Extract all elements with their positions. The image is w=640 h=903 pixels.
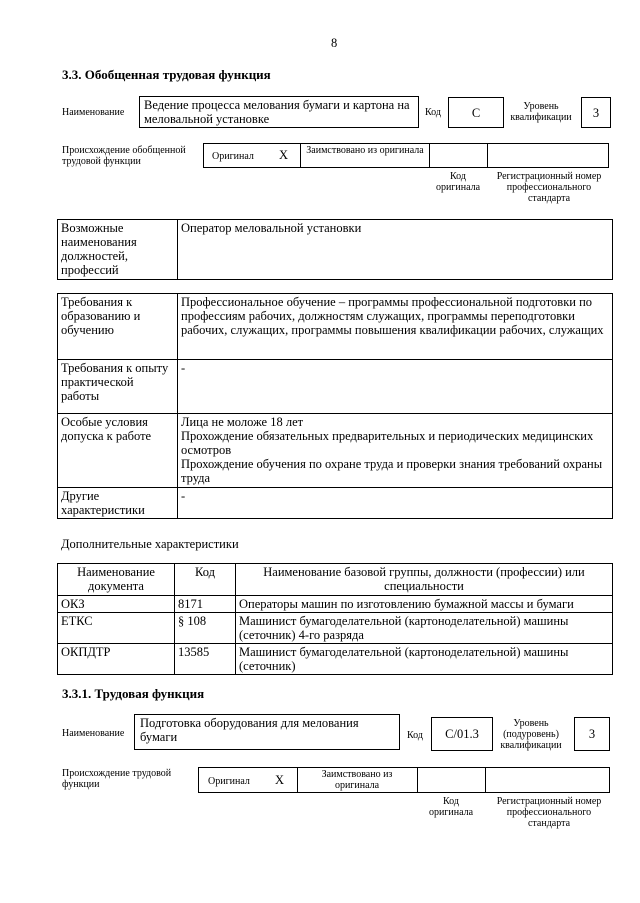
header-code: Код (175, 564, 236, 596)
table-cell: ЕТКС (58, 613, 175, 644)
table-cell: ОКПДТР (58, 644, 175, 675)
req-conditions-value (178, 414, 613, 488)
req-other-label: Другие характеристики (58, 488, 178, 519)
function-name-box-2 (134, 714, 400, 750)
req-education-value: Профессиональное обучение – программы профессиональной подготовки по профессиям рабочих, должностям служащих, программы переподготовки рабочих, служащих, программы повышения квалификации рабочих, служащих (178, 294, 613, 360)
name-label-2: Наименование (62, 728, 125, 739)
additional-title: Дополнительные характеристики (61, 537, 239, 551)
code-value-2: C/01.3 (445, 727, 479, 741)
table-cell: Операторы машин по изготовлению бумажной массы и бумаги (236, 596, 613, 613)
req-experience-label: Требования к опыту практической работы (58, 360, 178, 414)
level-label-2: Уровень (подуровень) квалификации (500, 718, 562, 751)
code-label: Код (425, 107, 441, 118)
table-cell: ОКЗ (58, 596, 175, 613)
code-value: C (471, 106, 481, 120)
original-label: Оригинал (212, 151, 254, 162)
req-experience-value: - (178, 360, 613, 414)
level-box (581, 97, 611, 128)
level-box-2 (574, 717, 610, 751)
level-value-2: 3 (588, 727, 596, 741)
code-label-2: Код (407, 730, 423, 741)
condition-line: Прохождение обучения по охране труда и проверки знания требований охраны труда (181, 457, 603, 485)
req-education-label: Требования к образованию и обучению (58, 294, 178, 360)
function-name-box (139, 96, 419, 128)
origin-code-caption: Код оригинала (435, 171, 481, 193)
positions-label: Возможные наименования должностей, профессий (58, 220, 178, 280)
header-document: Наименование документа (58, 564, 175, 596)
reg-number-caption-2: Регистрационный номер профессионального стандарта (496, 796, 602, 829)
req-conditions-label: Особые условия допуска к работе (58, 414, 178, 488)
original-label-2: Оригинал (208, 776, 250, 787)
table-cell: Машинист бумагоделательной (картоноделательной) машины (сеточник) 4-го разряда (236, 613, 613, 644)
positions-table (57, 219, 613, 280)
level-value: 3 (592, 106, 600, 120)
borrowed-label-2: Заимствовано из оригинала (321, 769, 393, 791)
table-cell: § 108 (175, 613, 236, 644)
additional-table (57, 563, 613, 675)
origin-label-2: Происхождение трудовой функции (62, 768, 172, 790)
requirements-table (57, 293, 613, 519)
borrowed-label: Заимствовано из оригинала (306, 145, 424, 156)
condition-line: Лица не моложе 18 лет (181, 415, 304, 429)
level-label: Уровень квалификации (510, 101, 572, 123)
origin-code-caption-2: Код оригинала (428, 796, 474, 818)
code-box (448, 97, 504, 128)
table-cell: Машинист бумагоделательной (картоноделательной) машины (сеточник) (236, 644, 613, 675)
original-mark-2: X (275, 773, 285, 787)
table-cell: 8171 (175, 596, 236, 613)
function-name-value: Ведение процесса мелования бумаги и картона на меловальной установке (144, 98, 410, 126)
req-other-value: - (178, 488, 613, 519)
positions-value: Оператор меловальной установки (178, 220, 613, 280)
header-group: Наименование базовой группы, должности (профессии) или специальности (236, 564, 613, 596)
function-name-value-2: Подготовка оборудования для мелования бумаги (140, 716, 359, 744)
name-label: Наименование (62, 107, 125, 118)
table-cell: 13585 (175, 644, 236, 675)
origin-label: Происхождение обобщенной трудовой функции (62, 145, 186, 167)
page-number: 8 (331, 36, 338, 50)
section-heading: 3.3. Обобщенная трудовая функция (62, 67, 271, 82)
code-box-2 (431, 717, 493, 751)
subsection-heading: 3.3.1. Трудовая функция (62, 686, 205, 701)
condition-line: Прохождение обязательных предварительных и периодических медицинских осмотров (181, 429, 594, 457)
original-mark: X (279, 148, 289, 162)
reg-number-caption: Регистрационный номер профессионального стандарта (496, 171, 602, 204)
